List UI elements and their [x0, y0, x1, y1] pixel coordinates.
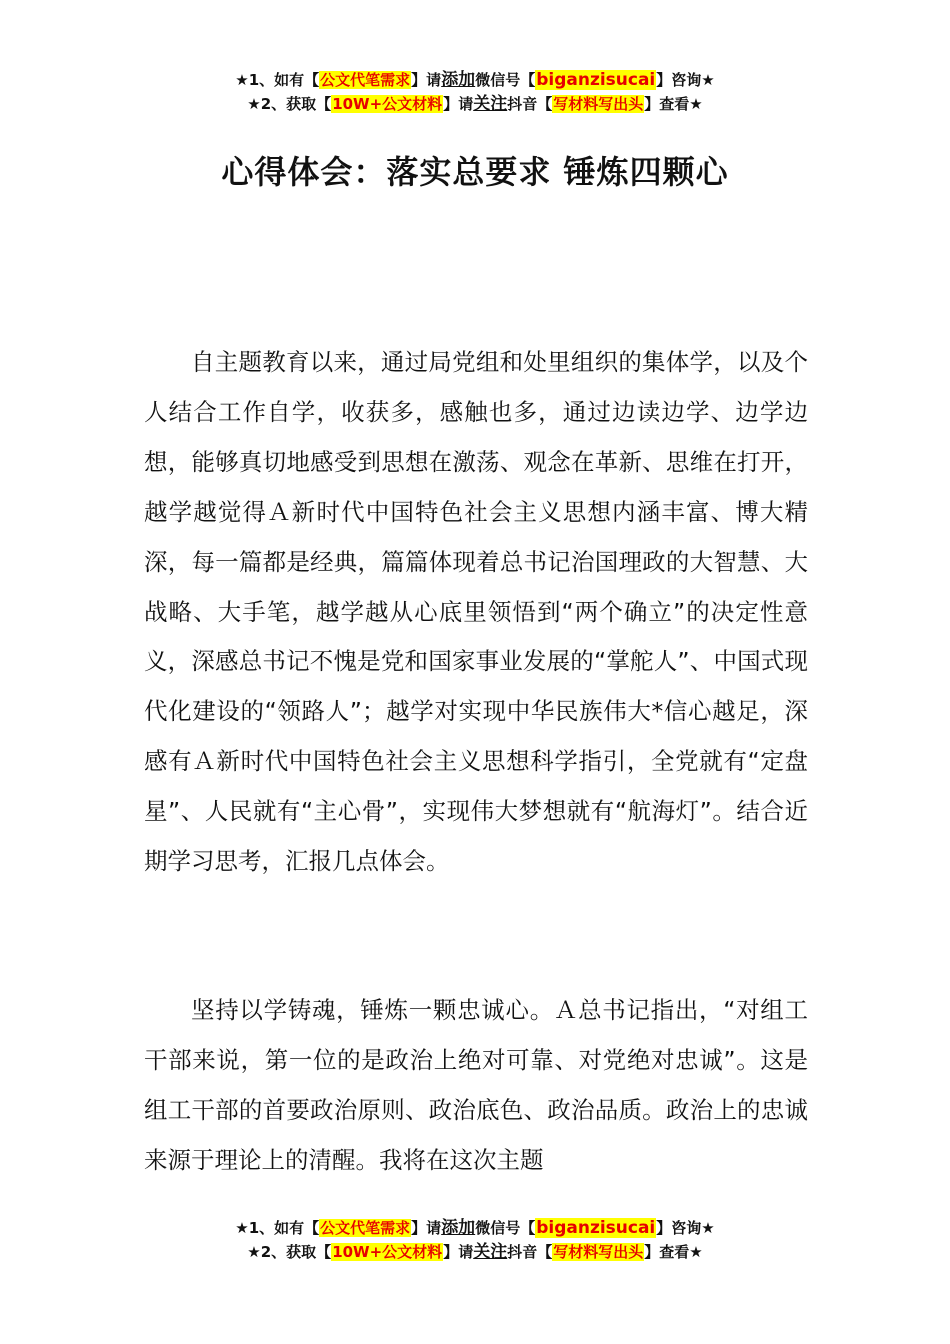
highlight-service: 公文代笔需求 [320, 71, 411, 89]
banner-line-2: ★2、获取【10W+公文材料】请关注抖音【写材料写出头】查看★ [247, 1242, 703, 1262]
highlight-materials: 10W+公文材料 [332, 1243, 443, 1261]
underlined-follow: 关注 [473, 94, 508, 114]
footer-banner [0, 1216, 950, 1264]
highlight-wechat-id: biganzisucai [536, 70, 656, 90]
banner-line-1: ★1、如有【公文代笔需求】请添加微信号【biganzisucai】咨询★ [235, 1218, 715, 1238]
underlined-follow: 关注 [473, 1242, 508, 1262]
banner-line-2: ★2、获取【10W+公文材料】请关注抖音【写材料写出头】查看★ [247, 94, 703, 114]
highlight-douyin: 写材料写出头 [553, 1243, 644, 1261]
paragraph-2: 坚持以学铸魂，锤炼一颗忠诚心。Ａ总书记指出，“对组工干部来说，第一位的是政治上绝对可靠、对党绝对忠诚”。这是组工干部的首要政治原则、政治底色、政治品质。政治上的忠诚来源于理论上的清醒。我将在这次主题 [144, 996, 808, 1174]
underlined-add: 添加 [441, 70, 476, 90]
paragraph-1: 自主题教育以来，通过局党组和处里组织的集体学，以及个人结合工作自学，收获多，感触也多，通过边读边学、边学边想，能够真切地感受到思想在激荡、观念在革新、思维在打开，越学越觉得Ａ新时代中国特色社会主义思想内涵丰富、博大精深，每一篇都是经典，篇篇体现着总书记治国理政的大智慧、大战略、大手笔，越学越从心底里领悟到“两个确立”的决定性意义，深感总书记不愧是党和国家事业发展的“掌舵人”、中国式现代化建设的“领路人”；越学对实现中华民族伟大*信心越足，深感有Ａ新时代中国特色社会主义思想科学指引，全党就有“定盘星”、人民就有“主心骨”，实现伟大梦想就有“航海灯”。结合近期学习思考，汇报几点体会。 [144, 348, 808, 876]
highlight-service: 公文代笔需求 [320, 1219, 411, 1237]
header-banner [0, 68, 950, 116]
banner-line-1: ★1、如有【公文代笔需求】请添加微信号【biganzisucai】咨询★ [235, 70, 715, 90]
underlined-add: 添加 [441, 1218, 476, 1238]
document-title: 心得体会：落实总要求 锤炼四颗心 [221, 153, 729, 191]
highlight-wechat-id: biganzisucai [536, 1218, 656, 1238]
highlight-douyin: 写材料写出头 [553, 95, 644, 113]
highlight-materials: 10W+公文材料 [332, 95, 443, 113]
